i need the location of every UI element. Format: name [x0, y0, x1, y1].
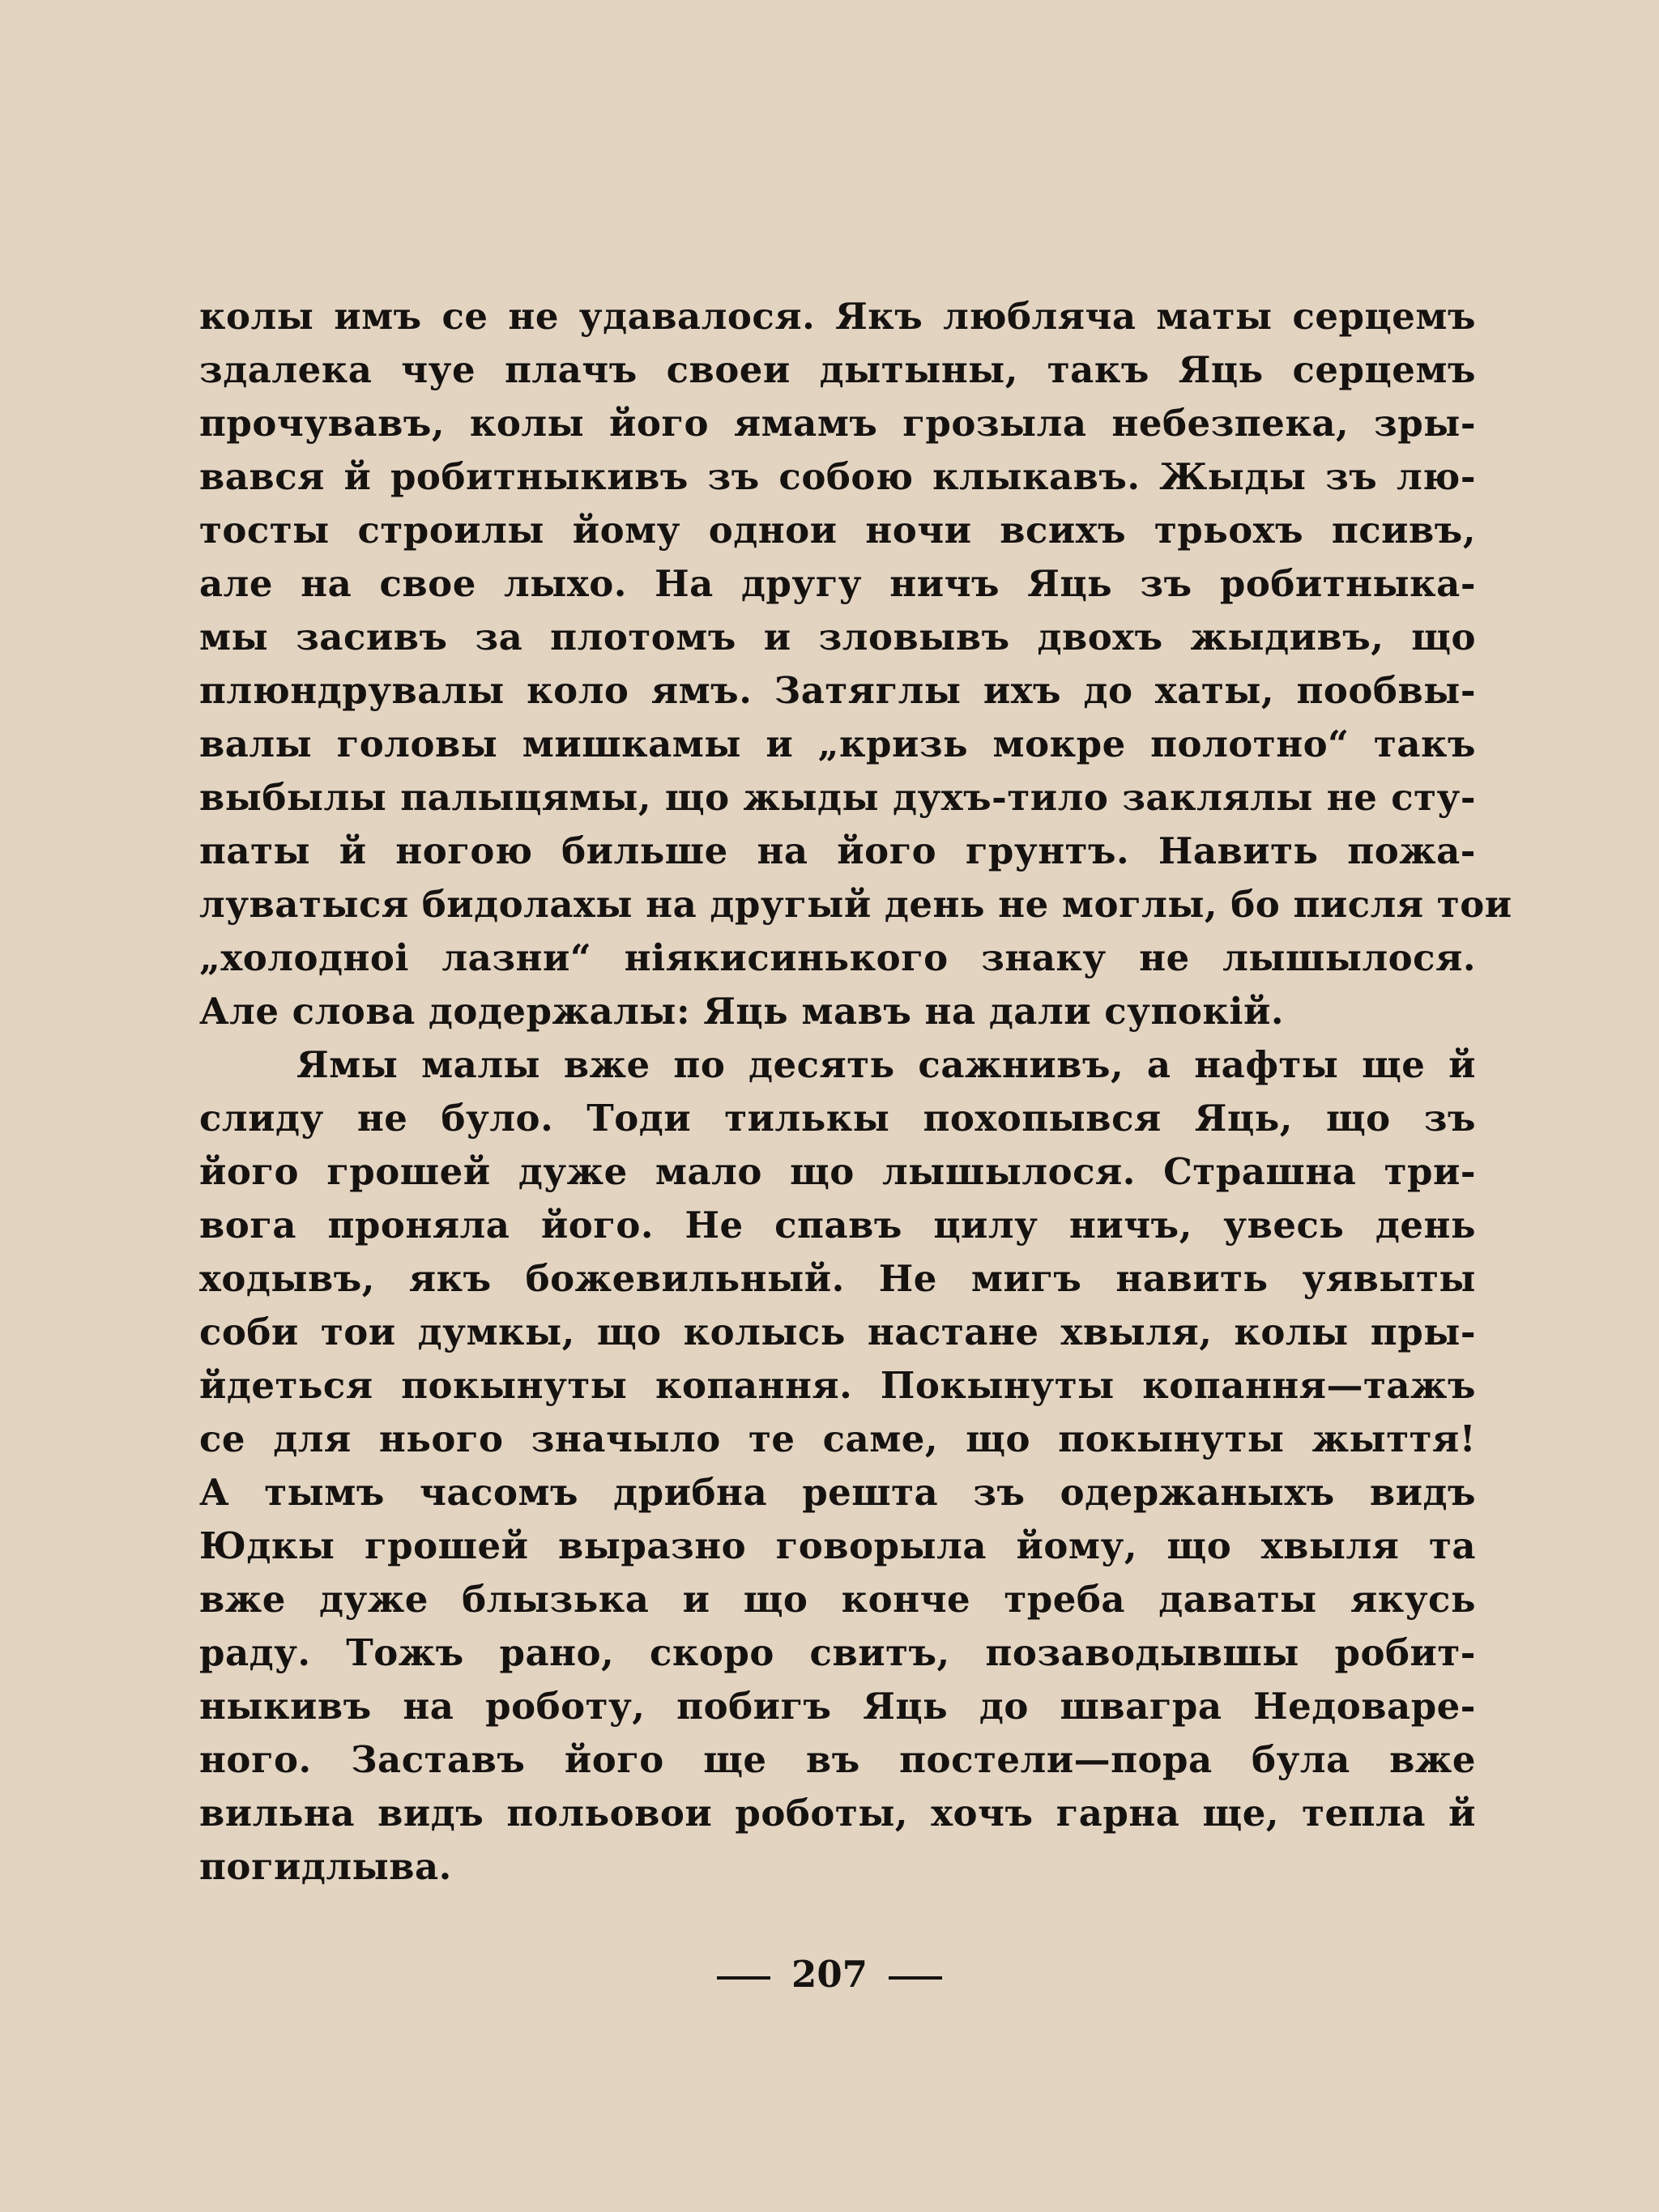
text-line: ныкивъ на роботу, побигъ Яць до швагра Недоваре- — [199, 1685, 1476, 1728]
text-line: соби тои думкы, що колысь настане хвыля, колы пры- — [199, 1311, 1476, 1353]
text-line: Юдкы грошей выразно говорыла йому, що хвыля та — [199, 1524, 1476, 1567]
text-line: ного. Заставъ його ще въ постели—пора була вже — [199, 1738, 1476, 1781]
text-line: се для нього значыло те саме, що покынуты жыття! — [199, 1417, 1476, 1460]
text-line: погидлыва. — [199, 1845, 452, 1888]
text-line: слиду не було. Тоди тилькы похопывся Яць, що зъ — [199, 1097, 1476, 1140]
text-line: А тымъ часомъ дрибна решта зъ одержаныхъ видъ — [199, 1471, 1476, 1514]
text-line: паты й ногою бильше на його грунтъ. Навить пожа- — [199, 829, 1476, 872]
text-line: валы головы мишкамы и „кризь мокре полотно“ такъ — [199, 722, 1476, 765]
text-line: здалека чуе плачъ своеи дытыны, такъ Яць серцемъ — [199, 348, 1476, 391]
text-line: вже дуже блызька и що конче треба даваты якусь — [199, 1578, 1476, 1621]
page-number-value: 207 — [791, 1953, 868, 1996]
text-line: „холодноі лазни“ ніякисинького знаку не лышылося. — [199, 936, 1476, 979]
text-line: прочувавъ, колы його ямамъ грозыла небезпека, зры- — [199, 402, 1476, 445]
text-line: вався й робитныкивъ зъ собою клыкавъ. Жыды зъ лю- — [199, 455, 1476, 498]
body-text — [199, 290, 1512, 1894]
text-line: вога проняла його. Не спавъ цилу ничъ, увесь день — [199, 1204, 1476, 1247]
text-line: тосты строилы йому однои ночи всихъ трьохъ псивъ, — [199, 509, 1476, 552]
text-line: вильна видъ польовои роботы, хочъ гарна ще, тепла й — [199, 1792, 1476, 1835]
text-line: луватыся бидолахы на другый день не моглы, бо писля тои — [199, 883, 1512, 926]
text-line: плюндрувалы коло ямъ. Затяглы ихъ до хаты, пообвы- — [199, 669, 1476, 712]
text-line: раду. Тожъ рано, скоро свитъ, позаводывшы робит- — [199, 1631, 1476, 1674]
text-line: выбылы палыцямы, що жыды духъ-тило заклялы не сту- — [199, 776, 1476, 819]
text-line: його грошей дуже мало що лышылося. Страшна три- — [199, 1150, 1476, 1193]
text-line: колы имъ се не удавалося. Якъ любляча маты серцемъ — [199, 295, 1476, 338]
text-line: мы засивъ за плотомъ и зловывъ двохъ жыдивъ, що — [199, 616, 1476, 658]
paragraph-first-line: Ямы малы вже по десять сажнивъ, а нафты ще й — [296, 1043, 1476, 1086]
page-number — [0, 1948, 1659, 2001]
text-line: ходывъ, якъ божевильный. Не мигъ навить уявыты — [199, 1257, 1476, 1300]
text-line: але на свое лыхо. На другу ничъ Яць зъ робитныка- — [199, 562, 1476, 605]
right-dash — [889, 1976, 942, 1980]
text-line: йдеться покынуты копання. Покынуты копання—тажъ — [199, 1364, 1476, 1407]
left-dash — [717, 1976, 770, 1980]
text-line: Але слова додержалы: Яць мавъ на дали супокій. — [199, 990, 1285, 1033]
